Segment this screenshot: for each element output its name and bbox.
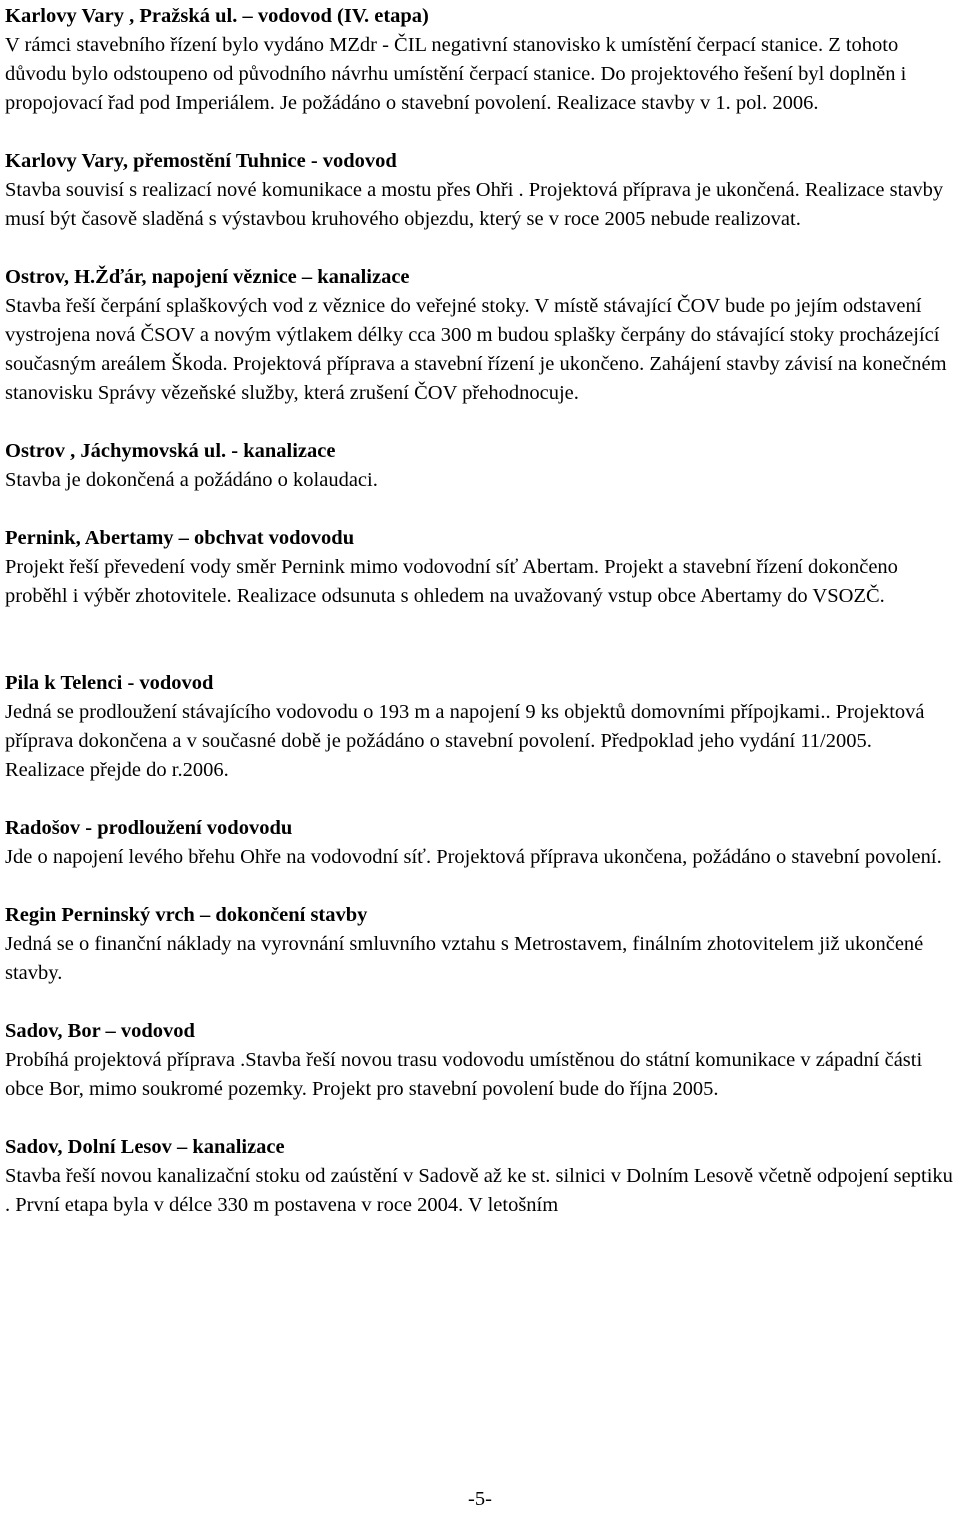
section-title: Sadov, Dolní Lesov – kanalizace (5, 1136, 285, 1158)
section-sadov-bor (5, 1017, 955, 1104)
document-page (5, 2, 955, 1249)
section-sadov-dolni-lesov (5, 1133, 955, 1220)
section-title: Pernink, Abertamy – obchvat vodovodu (5, 527, 355, 549)
section-ostrov-jachymovska (5, 437, 955, 495)
section-body: Projekt řeší převedení vody směr Pernink mimo vodovodní síť Abertam. Projekt a stavební řízení dokončeno proběhl i výběr zhotovitele. Realizace odsunuta s ohledem na uvažovaný vstup obce Abertamy do VSOZČ. (5, 556, 898, 607)
section-body: Jedná se o finanční náklady na vyrovnání smluvního vztahu s Metrostavem, finálním zhotovitelem již ukončené stavby. (5, 933, 924, 984)
section-radosov (5, 814, 955, 872)
section-karlovy-vary-prazska (5, 2, 955, 118)
section-body: Jde o napojení levého břehu Ohře na vodovodní síť. Projektová příprava ukončena, požádáno o stavební povolení. (5, 846, 942, 868)
section-body: Stavba řeší čerpání splaškových vod z věznice do veřejné stoky. V místě stávající ČOV bude po jejím odstavení vystrojena nová ČSOV a novým výtlakem délky cca 300 m budou splašky čerpány do stávající stoky procházející současným areálem Škoda. Projektová příprava a stavební řízení je ukončeno. Zahájení stavby závisí na konečném stanovisku Správy vězeňské služby, která zrušení ČOV přehodnocuje. (5, 295, 947, 404)
section-title: Ostrov, H.Žďár, napojení věznice – kanalizace (5, 266, 410, 288)
section-title: Radošov - prodloužení vodovodu (5, 817, 293, 839)
section-title: Karlovy Vary, přemostění Tuhnice - vodovod (5, 150, 397, 172)
section-pernink-abertamy (5, 524, 955, 611)
page-number: -5- (468, 1488, 492, 1510)
section-body: V rámci stavebního řízení bylo vydáno MZdr - ČIL negativní stanovisko k umístění čerpací stanice. Z tohoto důvodu bylo odstoupeno od původního návrhu umístění čerpací stanice. Do projektového řešení byl doplněn i propojovací řad pod Imperiálem. Je požádáno o stavební povolení. Realizace stavby v 1. pol. 2006. (5, 34, 907, 114)
section-title: Sadov, Bor – vodovod (5, 1020, 195, 1042)
section-body: Jedná se prodloužení stávajícího vodovodu o 193 m a napojení 9 ks objektů domovními přípojkami.. Projektová příprava dokončena a v současné době je požádáno o stavební povolení. Předpoklad jeho vydání 11/2005. Realizace přejde do r.2006. (5, 701, 925, 781)
section-body: Probíhá projektová příprava .Stavba řeší novou trasu vodovodu umístěnou do státní komunikace v západní části obce Bor, mimo soukromé pozemky. Projekt pro stavební povolení bude do října 2005. (5, 1049, 923, 1100)
section-title: Ostrov , Jáchymovská ul. - kanalizace (5, 440, 336, 462)
section-regin-perninsky-vrch (5, 901, 955, 988)
section-body: Stavba řeší novou kanalizační stoku od zaústění v Sadově až ke st. silnici v Dolním Lesově včetně odpojení septiku . První etapa byla v délce 330 m postavena v roce 2004. V letošním (5, 1165, 953, 1216)
section-body: Stavba je dokončená a požádáno o kolaudaci. (5, 469, 378, 491)
section-karlovy-vary-tuhnice (5, 147, 955, 234)
section-title: Pila k Telenci - vodovod (5, 672, 214, 694)
section-pila-k-telenci (5, 669, 955, 785)
section-body: Stavba souvisí s realizací nové komunikace a mostu přes Ohři . Projektová příprava je ukončená. Realizace stavby musí být časově sladěná s výstavbou kruhového objezdu, který se v roce 2005 nebude realizovat. (5, 179, 944, 230)
section-title: Regin Perninský vrch – dokončení stavby (5, 904, 368, 926)
section-ostrov-veznice (5, 263, 955, 408)
section-title: Karlovy Vary , Pražská ul. – vodovod (IV. etapa) (5, 5, 429, 27)
